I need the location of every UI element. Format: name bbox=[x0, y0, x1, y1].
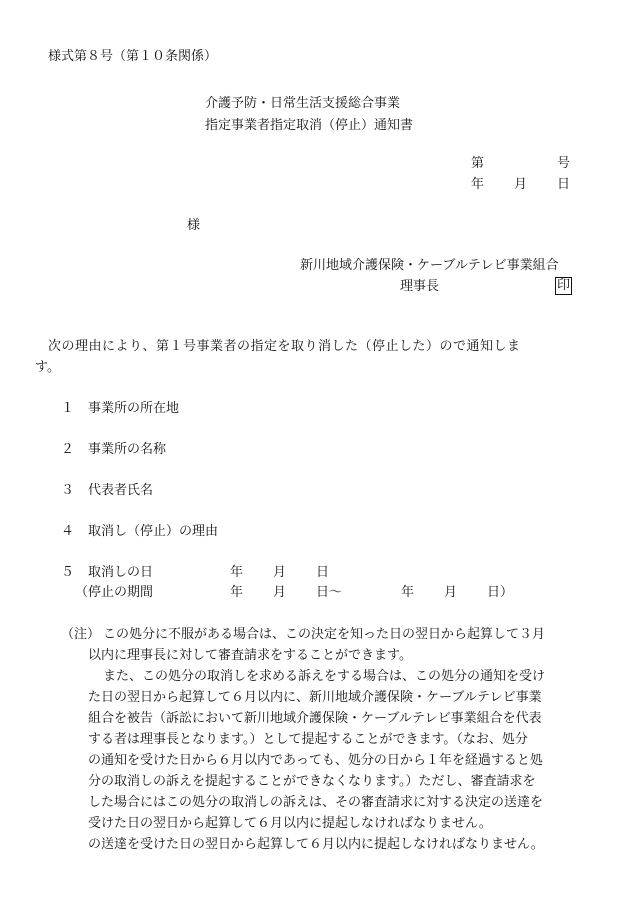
title-line-1: 介護予防・日常生活支援総合事業 bbox=[205, 96, 401, 111]
cancel-date-month: 月 bbox=[273, 565, 287, 580]
item-label: 取消しの日 bbox=[88, 565, 154, 580]
suspension-start-day: 日～ bbox=[316, 585, 343, 600]
title-line-2: 指定事業者指定取消（停止）通知書 bbox=[205, 118, 414, 133]
note-line: また、この処分の取消しを求める訴えをする場合は、この処分の通知を受け bbox=[103, 669, 546, 684]
item-label: 取消し（停止）の理由 bbox=[88, 524, 219, 539]
note-line: この処分に不服がある場合は、この決定を知った日の翌日から起算して３月 bbox=[103, 627, 546, 642]
doc-number-prefix: 第 bbox=[471, 156, 485, 171]
issuer-title: 理事長 bbox=[400, 279, 440, 294]
note-label: （注） bbox=[61, 627, 101, 642]
date-month: 月 bbox=[514, 177, 528, 192]
note-line: 受けた日の翌日から起算して６月以内に提起しなければなりません。 bbox=[88, 816, 492, 831]
form-number: 様式第８号（第１０条関係） bbox=[48, 49, 218, 64]
body-line-1: 次の理由により、第１号事業者の指定を取り消した（停止した）ので通知しま bbox=[48, 339, 521, 354]
suspension-end-year: 年 bbox=[401, 585, 415, 600]
note-line: 分の取消しの訴えを提起することができなくなります。）ただし、審査請求を bbox=[88, 774, 536, 789]
item-number: ３ bbox=[61, 483, 75, 498]
note-line: の通知を受けた日から６月以内であっても、処分の日から１年を経過すると処 bbox=[88, 753, 543, 768]
cancel-date-day: 日 bbox=[316, 565, 330, 580]
suspension-start-month: 月 bbox=[273, 585, 287, 600]
item-number: ５ bbox=[61, 565, 75, 580]
body-line-2: す。 bbox=[35, 360, 60, 375]
suspension-period-label: （停止の期間 bbox=[75, 585, 154, 600]
suspension-end-day: 日） bbox=[487, 585, 514, 600]
note-line: した場合にはこの処分の取消しの訴えは、その審査請求に対する決定の送達を bbox=[88, 795, 544, 810]
note-line: 組合を被告（訴訟において新川地域介護保険・ケーブルテレビ事業組合を代表 bbox=[88, 711, 542, 726]
issuer-organization: 新川地域介護保険・ケーブルテレビ事業組合 bbox=[300, 258, 559, 273]
note-line: 以内に理事長に対して審査請求をすることができます。 bbox=[88, 648, 412, 663]
item-number: ４ bbox=[61, 524, 75, 539]
cancel-date-year: 年 bbox=[230, 565, 244, 580]
addressee-suffix: 様 bbox=[187, 218, 201, 233]
suspension-end-month: 月 bbox=[444, 585, 458, 600]
item-number: １ bbox=[61, 401, 75, 416]
note-line: た日の翌日から起算して６月以内に、新川地域介護保険・ケーブルテレビ事業 bbox=[88, 690, 542, 705]
seal-label: 印 bbox=[557, 278, 571, 293]
item-label: 代表者氏名 bbox=[88, 483, 154, 498]
item-number: ２ bbox=[61, 442, 75, 457]
seal-mark bbox=[555, 277, 572, 295]
doc-number-suffix: 号 bbox=[557, 156, 571, 171]
note-line: の送達を受けた日の翌日から起算して６月以内に提起しなければなりません。 bbox=[88, 837, 544, 852]
item-label: 事業所の所在地 bbox=[88, 401, 180, 416]
date-day: 日 bbox=[557, 177, 571, 192]
date-year: 年 bbox=[471, 177, 485, 192]
note-line: する者は理事長となります。）として提起することができます。（なお、処分 bbox=[88, 732, 528, 747]
item-label: 事業所の名称 bbox=[88, 442, 167, 457]
suspension-start-year: 年 bbox=[230, 585, 244, 600]
